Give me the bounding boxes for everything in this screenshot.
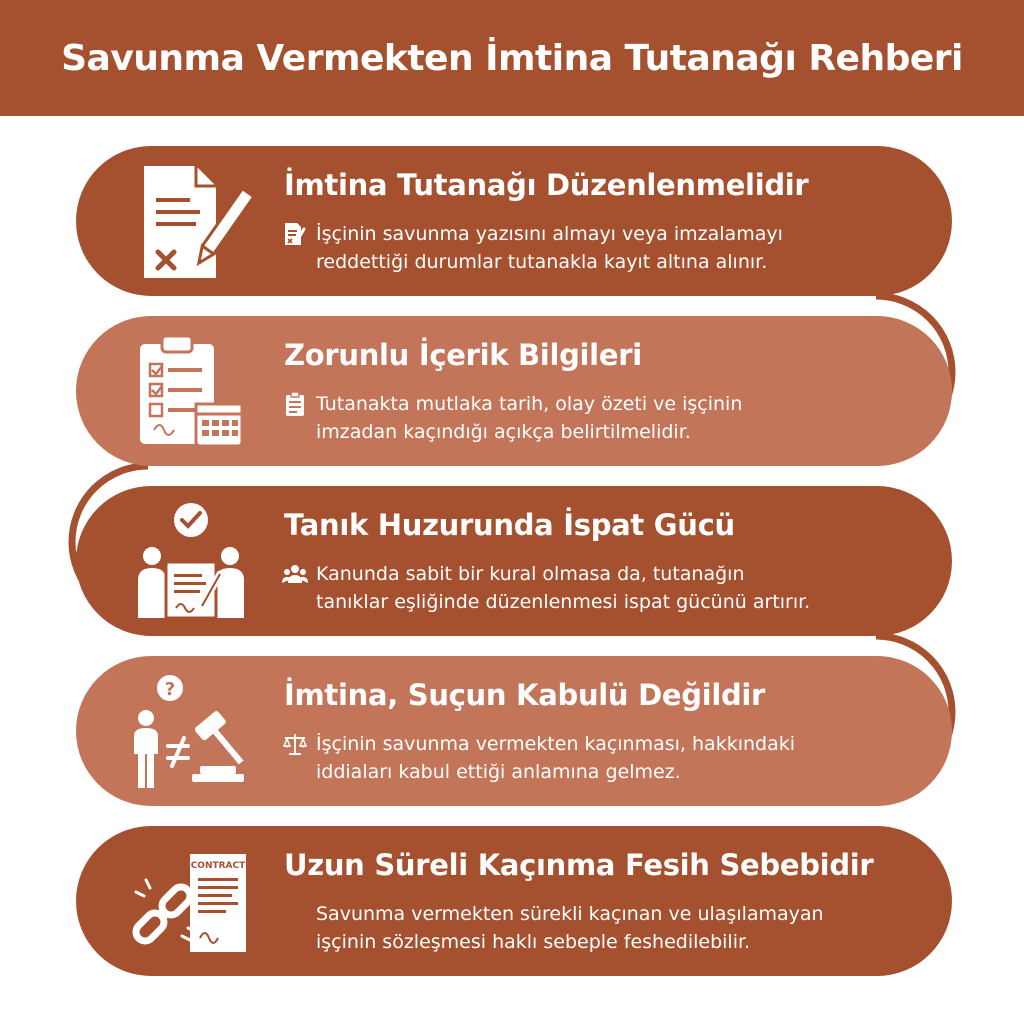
card-description: İşçinin savunma vermekten kaçınması, hakkındaki iddiaları kabul ettiği anlamına gelmez. bbox=[316, 733, 796, 783]
clipboard-calendar-icon bbox=[130, 330, 252, 452]
page-title: Savunma Vermekten İmtina Tutanağı Rehberi bbox=[61, 37, 963, 79]
card-description: Savunma vermekten sürekli kaçınan ve ulaşılamayan işçinin sözleşmesi haklı sebeple feshedilebilir. bbox=[316, 903, 824, 953]
card-uzun-sureli-kacinma bbox=[76, 826, 952, 976]
svg-text:?: ? bbox=[164, 679, 176, 700]
card-imtina-sucun-kabulu bbox=[76, 656, 952, 806]
card-title: İmtina Tutanağı Düzenlenmelidir bbox=[284, 168, 809, 202]
person-not-equal-gavel-icon bbox=[130, 670, 252, 792]
card-title: Zorunlu İçerik Bilgileri bbox=[284, 338, 642, 372]
card-imtina-tutanagi bbox=[76, 146, 952, 296]
card-zorunlu-icerik bbox=[76, 316, 952, 466]
clipboard-small-icon bbox=[282, 391, 308, 417]
card-title: Uzun Süreli Kaçınma Fesih Sebebidir bbox=[284, 848, 874, 882]
broken-chain-contract-icon bbox=[130, 840, 252, 962]
document-pen-small-icon bbox=[282, 221, 308, 247]
card-title: İmtina, Suçun Kabulü Değildir bbox=[284, 678, 766, 712]
contract-label: CONTRACT bbox=[190, 861, 246, 871]
witnesses-document-icon bbox=[130, 500, 252, 622]
card-description: Tutanakta mutlaka tarih, olay özeti ve işçinin imzadan kaçındığı açıkça belirtilmelidir. bbox=[316, 393, 743, 443]
scales-small-icon bbox=[282, 731, 308, 757]
card-title: Tanık Huzurunda İspat Gücü bbox=[284, 508, 735, 542]
card-description: Kanunda sabit bir kural olmasa da, tutanağın tanıklar eşliğinde düzenlenmesi ispat gücünü artırır. bbox=[316, 563, 811, 613]
document-pen-icon bbox=[130, 160, 252, 282]
card-description: İşçinin savunma yazısını almayı veya imzalamayı reddettiği durumlar tutanakla kayıt altına alınır. bbox=[316, 223, 783, 273]
card-tanik-huzurunda bbox=[76, 486, 952, 636]
people-small-icon bbox=[282, 561, 308, 587]
